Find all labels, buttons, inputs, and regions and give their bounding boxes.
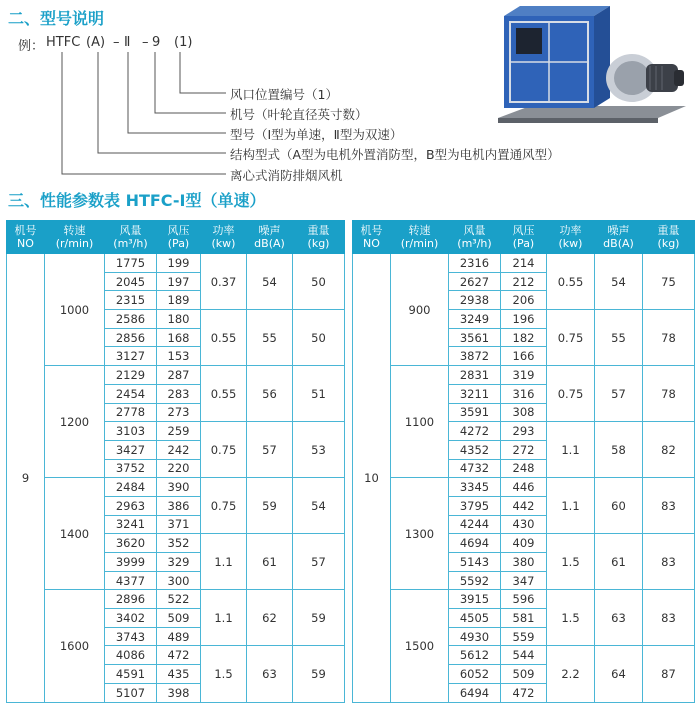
machine-number-cell: 10 xyxy=(353,254,391,703)
air-pressure-cell: 242 xyxy=(157,440,201,459)
header-speed-unit: (r/min) xyxy=(55,237,94,250)
air-pressure-cell: 442 xyxy=(501,496,547,515)
air-pressure-cell: 386 xyxy=(157,496,201,515)
air-volume-cell: 3752 xyxy=(105,459,157,478)
air-pressure-cell: 168 xyxy=(157,328,201,347)
air-volume-cell: 3402 xyxy=(105,609,157,628)
header-pressure xyxy=(501,221,547,254)
air-pressure-cell: 273 xyxy=(157,403,201,422)
air-pressure-cell: 308 xyxy=(501,403,547,422)
table-row xyxy=(353,366,695,385)
header-air-label: 风量 xyxy=(119,224,142,237)
noise-cell: 54 xyxy=(595,254,643,310)
air-pressure-cell: 398 xyxy=(157,683,201,702)
weight-cell: 87 xyxy=(643,646,695,702)
air-pressure-cell: 409 xyxy=(501,534,547,553)
air-pressure-cell: 259 xyxy=(157,422,201,441)
noise-cell: 58 xyxy=(595,422,643,478)
table-row xyxy=(7,478,345,497)
air-pressure-cell: 166 xyxy=(501,347,547,366)
air-pressure-cell: 182 xyxy=(501,328,547,347)
legend-fan-kind: 离心式消防排烟风机 xyxy=(230,168,343,183)
air-volume-cell: 5143 xyxy=(449,553,501,572)
air-pressure-cell: 509 xyxy=(501,665,547,684)
air-volume-cell: 3211 xyxy=(449,384,501,403)
air-volume-cell: 3872 xyxy=(449,347,501,366)
weight-cell: 59 xyxy=(293,646,345,702)
air-pressure-cell: 371 xyxy=(157,515,201,534)
header-noise xyxy=(595,221,643,254)
weight-cell: 59 xyxy=(293,590,345,646)
air-volume-cell: 3249 xyxy=(449,310,501,329)
air-volume-cell: 3620 xyxy=(105,534,157,553)
power-cell: 0.55 xyxy=(201,366,247,422)
weight-cell: 83 xyxy=(643,590,695,646)
header-power-unit: (kw) xyxy=(558,237,583,250)
performance-table-no9 xyxy=(6,220,344,703)
header-weight xyxy=(293,221,345,254)
air-volume-cell: 4086 xyxy=(105,646,157,665)
air-pressure-cell: 522 xyxy=(157,590,201,609)
weight-cell: 54 xyxy=(293,478,345,534)
air-volume-cell: 2938 xyxy=(449,291,501,310)
noise-cell: 60 xyxy=(595,478,643,534)
weight-cell: 75 xyxy=(643,254,695,310)
air-pressure-cell: 220 xyxy=(157,459,201,478)
air-pressure-cell: 272 xyxy=(501,440,547,459)
air-volume-cell: 3743 xyxy=(105,627,157,646)
air-pressure-cell: 293 xyxy=(501,422,547,441)
air-volume-cell: 4244 xyxy=(449,515,501,534)
air-pressure-cell: 489 xyxy=(157,627,201,646)
weight-cell: 78 xyxy=(643,310,695,366)
noise-cell: 64 xyxy=(595,646,643,702)
air-pressure-cell: 212 xyxy=(501,272,547,291)
header-machine-label: 机号 xyxy=(360,224,383,237)
power-cell: 1.5 xyxy=(201,646,247,702)
weight-cell: 50 xyxy=(293,310,345,366)
header-machine-unit: NO xyxy=(17,237,34,250)
speed-cell: 1400 xyxy=(45,478,105,590)
noise-cell: 55 xyxy=(595,310,643,366)
legend-structure: 结构型式（A型为电机外置消防型，B型为电机内置通风型） xyxy=(230,147,560,162)
air-volume-cell: 4930 xyxy=(449,627,501,646)
header-pressure xyxy=(157,221,201,254)
air-pressure-cell: 316 xyxy=(501,384,547,403)
power-cell: 0.75 xyxy=(201,422,247,478)
speed-cell: 1100 xyxy=(391,366,449,478)
air-pressure-cell: 430 xyxy=(501,515,547,534)
header-power-unit: (kw) xyxy=(211,237,236,250)
header-power-label: 功率 xyxy=(212,224,235,237)
noise-cell: 57 xyxy=(595,366,643,422)
header-air-label: 风量 xyxy=(463,224,486,237)
power-cell: 2.2 xyxy=(547,646,595,702)
power-cell: 1.1 xyxy=(201,590,247,646)
air-volume-cell: 3561 xyxy=(449,328,501,347)
table-row xyxy=(353,254,695,273)
air-volume-cell: 2454 xyxy=(105,384,157,403)
air-pressure-cell: 196 xyxy=(501,310,547,329)
air-volume-cell: 3999 xyxy=(105,553,157,572)
air-volume-cell: 1775 xyxy=(105,254,157,273)
header-noise-unit: dB(A) xyxy=(254,237,285,250)
power-cell: 1.5 xyxy=(547,534,595,590)
header-power-label: 功率 xyxy=(559,224,582,237)
header-machine xyxy=(7,221,45,254)
speed-cell: 1300 xyxy=(391,478,449,590)
air-pressure-cell: 214 xyxy=(501,254,547,273)
noise-cell: 63 xyxy=(595,590,643,646)
air-volume-cell: 3795 xyxy=(449,496,501,515)
noise-cell: 57 xyxy=(247,422,293,478)
air-volume-cell: 2316 xyxy=(449,254,501,273)
header-air-unit: (m³/h) xyxy=(457,237,492,250)
noise-cell: 62 xyxy=(247,590,293,646)
air-volume-cell: 5612 xyxy=(449,646,501,665)
air-pressure-cell: 347 xyxy=(501,571,547,590)
air-pressure-cell: 319 xyxy=(501,366,547,385)
air-volume-cell: 4732 xyxy=(449,459,501,478)
air-pressure-cell: 472 xyxy=(157,646,201,665)
noise-cell: 61 xyxy=(247,534,293,590)
noise-cell: 55 xyxy=(247,310,293,366)
air-volume-cell: 2856 xyxy=(105,328,157,347)
air-volume-cell: 3103 xyxy=(105,422,157,441)
weight-cell: 78 xyxy=(643,366,695,422)
air-pressure-cell: 180 xyxy=(157,310,201,329)
air-volume-cell: 4591 xyxy=(105,665,157,684)
air-pressure-cell: 329 xyxy=(157,553,201,572)
air-volume-cell: 2484 xyxy=(105,478,157,497)
weight-cell: 83 xyxy=(643,534,695,590)
power-cell: 1.1 xyxy=(547,478,595,534)
weight-cell: 82 xyxy=(643,422,695,478)
header-pressure-unit: (Pa) xyxy=(167,237,190,250)
air-pressure-cell: 248 xyxy=(501,459,547,478)
air-pressure-cell: 390 xyxy=(157,478,201,497)
power-cell: 1.5 xyxy=(547,590,595,646)
header-speed-label: 转速 xyxy=(63,224,86,237)
header-air xyxy=(105,221,157,254)
weight-cell: 53 xyxy=(293,422,345,478)
air-pressure-cell: 283 xyxy=(157,384,201,403)
air-pressure-cell: 435 xyxy=(157,665,201,684)
air-pressure-cell: 189 xyxy=(157,291,201,310)
header-speed xyxy=(45,221,105,254)
air-volume-cell: 3241 xyxy=(105,515,157,534)
air-volume-cell: 2831 xyxy=(449,366,501,385)
speed-cell: 1500 xyxy=(391,590,449,702)
table-row xyxy=(353,478,695,497)
air-volume-cell: 5107 xyxy=(105,683,157,702)
air-pressure-cell: 509 xyxy=(157,609,201,628)
air-volume-cell: 2896 xyxy=(105,590,157,609)
model-dash-1: – xyxy=(113,35,120,50)
header-pressure-unit: (Pa) xyxy=(512,237,535,250)
table-row xyxy=(7,254,345,273)
model-number: 9 xyxy=(152,35,161,50)
header-speed xyxy=(391,221,449,254)
header-pressure-label: 风压 xyxy=(167,224,190,237)
header-pressure-label: 风压 xyxy=(512,224,535,237)
air-pressure-cell: 206 xyxy=(501,291,547,310)
power-cell: 1.1 xyxy=(547,422,595,478)
power-cell: 1.1 xyxy=(201,534,247,590)
table-row xyxy=(7,590,345,609)
header-machine xyxy=(353,221,391,254)
header-noise-unit: dB(A) xyxy=(603,237,634,250)
header-weight-label: 重量 xyxy=(307,224,330,237)
model-structure: (A) xyxy=(86,35,106,50)
noise-cell: 56 xyxy=(247,366,293,422)
air-volume-cell: 3127 xyxy=(105,347,157,366)
air-volume-cell: 2315 xyxy=(105,291,157,310)
air-pressure-cell: 446 xyxy=(501,478,547,497)
air-pressure-cell: 380 xyxy=(501,553,547,572)
table-row xyxy=(353,590,695,609)
air-volume-cell: 6052 xyxy=(449,665,501,684)
air-pressure-cell: 352 xyxy=(157,534,201,553)
speed-cell: 1200 xyxy=(45,366,105,478)
air-volume-cell: 5592 xyxy=(449,571,501,590)
header-weight-unit: (kg) xyxy=(657,237,680,250)
air-pressure-cell: 197 xyxy=(157,272,201,291)
air-volume-cell: 6494 xyxy=(449,683,501,702)
speed-cell: 1000 xyxy=(45,254,105,366)
legend-type: 型号（Ⅰ型为单速，Ⅱ型为双速） xyxy=(230,127,403,142)
air-volume-cell: 3591 xyxy=(449,403,501,422)
air-pressure-cell: 559 xyxy=(501,627,547,646)
power-cell: 0.75 xyxy=(201,478,247,534)
air-volume-cell: 4694 xyxy=(449,534,501,553)
air-pressure-cell: 544 xyxy=(501,646,547,665)
fan-product-photo xyxy=(490,6,690,134)
air-volume-cell: 2778 xyxy=(105,403,157,422)
header-speed-label: 转速 xyxy=(408,224,431,237)
model-code: HTFC xyxy=(46,35,81,50)
weight-cell: 57 xyxy=(293,534,345,590)
speed-cell: 900 xyxy=(391,254,449,366)
air-volume-cell: 4505 xyxy=(449,609,501,628)
air-pressure-cell: 287 xyxy=(157,366,201,385)
air-volume-cell: 4272 xyxy=(449,422,501,441)
air-volume-cell: 2129 xyxy=(105,366,157,385)
air-volume-cell: 3915 xyxy=(449,590,501,609)
air-pressure-cell: 596 xyxy=(501,590,547,609)
air-pressure-cell: 199 xyxy=(157,254,201,273)
power-cell: 0.55 xyxy=(201,310,247,366)
header-power xyxy=(547,221,595,254)
noise-cell: 63 xyxy=(247,646,293,702)
header-noise-label: 噪声 xyxy=(258,224,281,237)
weight-cell: 51 xyxy=(293,366,345,422)
air-volume-cell: 4352 xyxy=(449,440,501,459)
header-air-unit: (m³/h) xyxy=(113,237,148,250)
header-power xyxy=(201,221,247,254)
weight-cell: 50 xyxy=(293,254,345,310)
model-type: Ⅱ xyxy=(124,35,131,50)
performance-table-no10 xyxy=(352,220,694,703)
air-volume-cell: 3427 xyxy=(105,440,157,459)
noise-cell: 54 xyxy=(247,254,293,310)
header-weight-unit: (kg) xyxy=(307,237,330,250)
air-pressure-cell: 153 xyxy=(157,347,201,366)
power-cell: 0.75 xyxy=(547,366,595,422)
machine-number-cell: 9 xyxy=(7,254,45,703)
noise-cell: 59 xyxy=(247,478,293,534)
power-cell: 0.75 xyxy=(547,310,595,366)
legend-machine-number: 机号（叶轮直径英寸数） xyxy=(230,107,368,122)
air-volume-cell: 3345 xyxy=(449,478,501,497)
model-position: (1) xyxy=(174,35,193,50)
header-air xyxy=(449,221,501,254)
header-weight-label: 重量 xyxy=(657,224,680,237)
air-pressure-cell: 472 xyxy=(501,683,547,702)
model-prefix: 例： xyxy=(18,39,45,54)
header-machine-unit: NO xyxy=(363,237,380,250)
header-noise-label: 噪声 xyxy=(607,224,630,237)
legend-position: 风口位置编号（1） xyxy=(230,87,338,102)
header-speed-unit: (r/min) xyxy=(400,237,439,250)
noise-cell: 61 xyxy=(595,534,643,590)
air-volume-cell: 2627 xyxy=(449,272,501,291)
section-3-title: 三、性能参数表 HTFC-Ⅰ型（单速） xyxy=(8,191,266,210)
model-dash-2: – xyxy=(142,35,149,50)
air-volume-cell: 2963 xyxy=(105,496,157,515)
header-machine-label: 机号 xyxy=(14,224,37,237)
table-row xyxy=(7,366,345,385)
section-2-title: 二、型号说明 xyxy=(8,9,105,28)
header-weight xyxy=(643,221,695,254)
air-pressure-cell: 300 xyxy=(157,571,201,590)
air-volume-cell: 4377 xyxy=(105,571,157,590)
header-noise xyxy=(247,221,293,254)
air-pressure-cell: 581 xyxy=(501,609,547,628)
air-volume-cell: 2045 xyxy=(105,272,157,291)
weight-cell: 83 xyxy=(643,478,695,534)
power-cell: 0.55 xyxy=(547,254,595,310)
speed-cell: 1600 xyxy=(45,590,105,702)
air-volume-cell: 2586 xyxy=(105,310,157,329)
power-cell: 0.37 xyxy=(201,254,247,310)
